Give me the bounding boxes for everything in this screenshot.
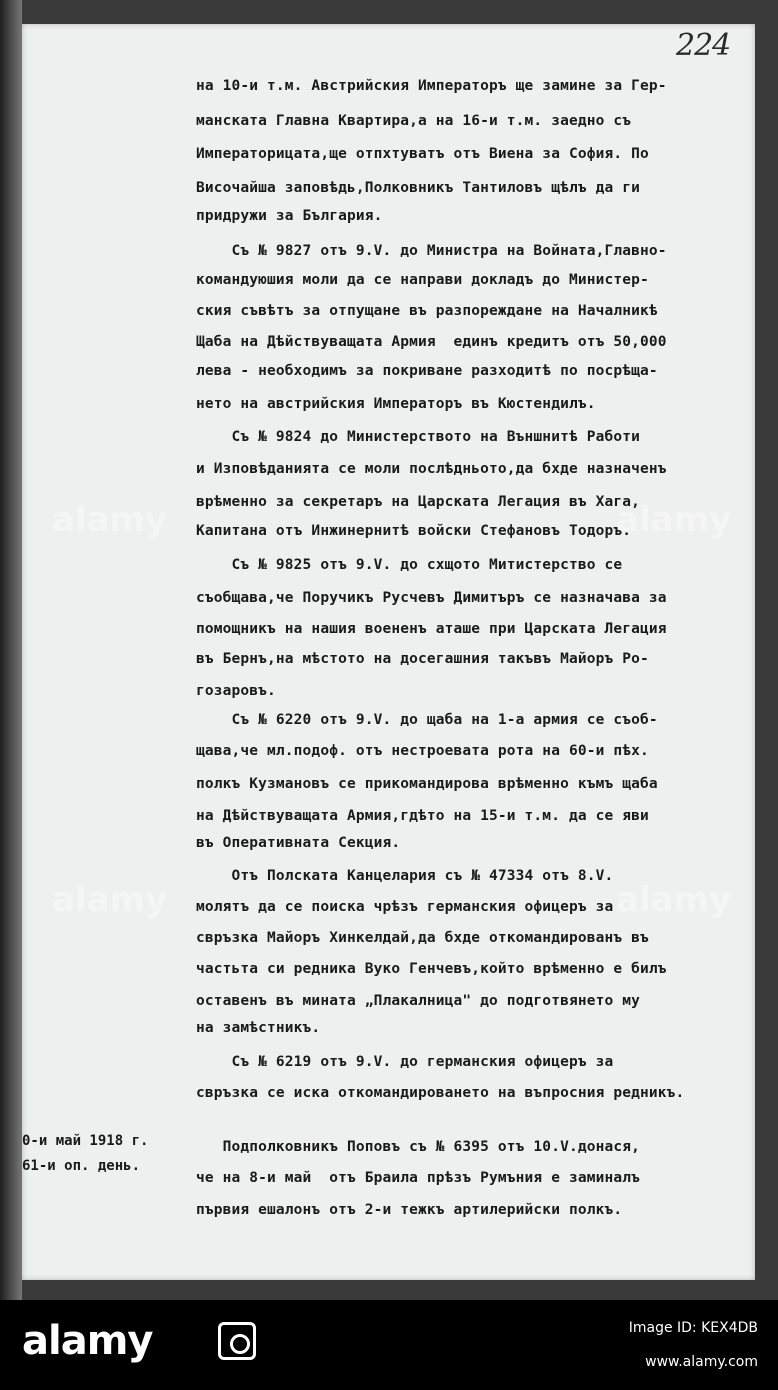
image-id: Image ID: KEX4DB	[628, 1320, 758, 1336]
text-line: на Дѣйствуващата Армия,гдѣто на 15-и т.м. да се яви	[196, 808, 649, 824]
text-line: полкъ Кузмановъ се прикомандирова врѣменно къмъ щаба	[196, 776, 658, 792]
text-line: помощникъ на нашия воененъ аташе при Царската Легация	[196, 621, 667, 637]
text-line: Съ № 6219 отъ 9.V. до германския офицеръ за	[196, 1054, 614, 1070]
text-line: свръзка се иска откомандироването на въпросния редникъ.	[196, 1085, 685, 1101]
watermark-4: alamy	[616, 880, 732, 920]
text-line: частьта си редника Вуко Генчевъ,който врѣменно е билъ	[196, 961, 667, 977]
text-line: Императорицата,ще отпхтуватъ отъ Виена за София. По	[196, 146, 649, 162]
text-line: въ Оперативната Секция.	[196, 835, 401, 851]
text-line: съобщава,че Поручикъ Русчевъ Димитъръ се назначава за	[196, 590, 667, 606]
margin-note-date: 0-и май 1918 г.	[22, 1133, 149, 1149]
text-line: ския съвѣтъ за отпущане въ разпореждане на Началникѣ	[196, 303, 658, 319]
text-line: придружи за България.	[196, 208, 383, 224]
text-line: свръзка Майоръ Хинкелдай,да бхде откомандированъ въ	[196, 930, 649, 946]
text-line: Отъ Полската Канцелария съ № 47334 отъ 8.V.	[196, 868, 614, 884]
text-line: Щаба на Дѣйствуващата Армия единъ кредитъ отъ 50,000	[196, 334, 667, 350]
text-line: Капитана отъ Инжинернитѣ войски Стефановъ Тодоръ.	[196, 523, 632, 539]
watermark-1: alamy	[52, 500, 168, 540]
text-line: командуюшия моли да се направи докладъ до Министер-	[196, 272, 649, 288]
watermark-2: alamy	[616, 500, 732, 540]
text-line: щава,че мл.подоф. отъ нестроевата рота на 60-и пѣх.	[196, 743, 649, 759]
page-binding-edge	[0, 0, 22, 1300]
text-line: гозаровъ.	[196, 683, 276, 699]
text-line: Съ № 6220 отъ 9.V. до щаба на 1-а армия се съоб-	[196, 712, 658, 728]
text-line: Съ № 9825 отъ 9.V. до схщото Митистерство се	[196, 557, 623, 573]
text-line: оставенъ въ мината „Плакалница" до подготвянето му	[196, 993, 640, 1009]
text-line: на замѣстникъ.	[196, 1020, 321, 1036]
text-line: Съ № 9824 до Министерството на Външнитѣ Работи	[196, 429, 640, 445]
text-line: молятъ да се поиска чрѣзъ германския офицеръ за	[196, 899, 614, 915]
watermark-3: alamy	[52, 880, 168, 920]
text-line: въ Бернъ,на мѣстото на досегашния такъвъ Майоръ Ро-	[196, 651, 649, 667]
text-line: Височайша заповѣдь,Полковникъ Тантиловъ щѣлъ да ги	[196, 180, 640, 196]
text-line: манската Главна Квартира,а на 16-и т.м. заедно съ	[196, 113, 632, 129]
text-line: на 10-и т.м. Австрийския Императоръ ще замине за Гер-	[196, 78, 667, 94]
text-line: нето на австрийския Императоръ въ Кюстендилъ.	[196, 396, 596, 412]
text-line: и Изповѣданията се моли послѣдньото,да бхде назначенъ	[196, 461, 667, 477]
page-number: 224	[676, 28, 731, 63]
text-line: че на 8-и май отъ Браила прѣзъ Румъния е заминалъ	[196, 1170, 640, 1186]
camera-icon	[218, 1322, 256, 1360]
margin-note-day: 61-и оп. день.	[22, 1158, 141, 1174]
text-line: Съ № 9827 отъ 9.V. до Министра на Войната,Главно-	[196, 243, 667, 259]
text-line: Подполковникъ Поповъ съ № 6395 отъ 10.V.донася,	[196, 1139, 640, 1155]
brand-logo: alamy	[22, 1318, 153, 1364]
text-line: врѣменно за секретаръ на Царската Легация въ Хага,	[196, 494, 640, 510]
site-url: www.alamy.com	[645, 1354, 758, 1370]
text-line: лева - необходимъ за покриване разходитѣ по посрѣща-	[196, 363, 658, 379]
text-line: първия ешалонъ отъ 2-и тежкъ артилерийски полкъ.	[196, 1202, 623, 1218]
